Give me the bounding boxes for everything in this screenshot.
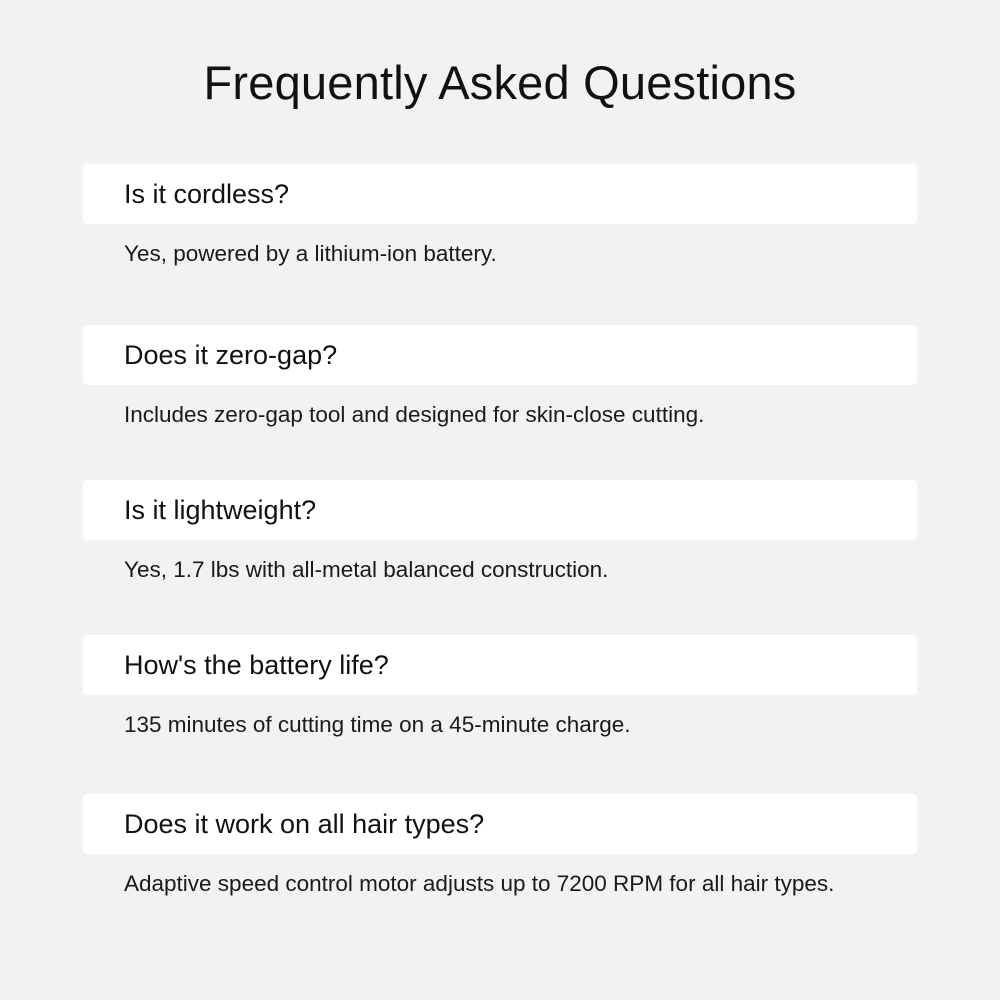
faq-question-hair-types[interactable]: Does it work on all hair types? <box>83 794 917 854</box>
faq-item-hair-types <box>83 794 917 899</box>
faq-item-zero-gap <box>83 325 917 430</box>
faq-answer-battery-life: 135 minutes of cutting time on a 45-minute charge. <box>124 712 631 737</box>
page-title: Frequently Asked Questions <box>203 56 797 109</box>
faq-question-zero-gap[interactable]: Does it zero-gap? <box>83 325 917 385</box>
faq-item-cordless <box>83 164 917 269</box>
faq-question-battery-life[interactable]: How's the battery life? <box>83 635 917 695</box>
faq-answer-cordless: Yes, powered by a lithium-ion battery. <box>124 241 497 266</box>
faq-answer-lightweight: Yes, 1.7 lbs with all-metal balanced construction. <box>124 557 609 582</box>
faq-item-battery-life <box>83 635 917 740</box>
faq-question-lightweight[interactable]: Is it lightweight? <box>83 480 917 540</box>
faq-item-lightweight <box>83 480 917 585</box>
faq-question-cordless[interactable]: Is it cordless? <box>83 164 917 224</box>
faq-answer-zero-gap: Includes zero-gap tool and designed for skin-close cutting. <box>124 402 705 427</box>
faq-answer-hair-types: Adaptive speed control motor adjusts up to 7200 RPM for all hair types. <box>124 871 835 896</box>
